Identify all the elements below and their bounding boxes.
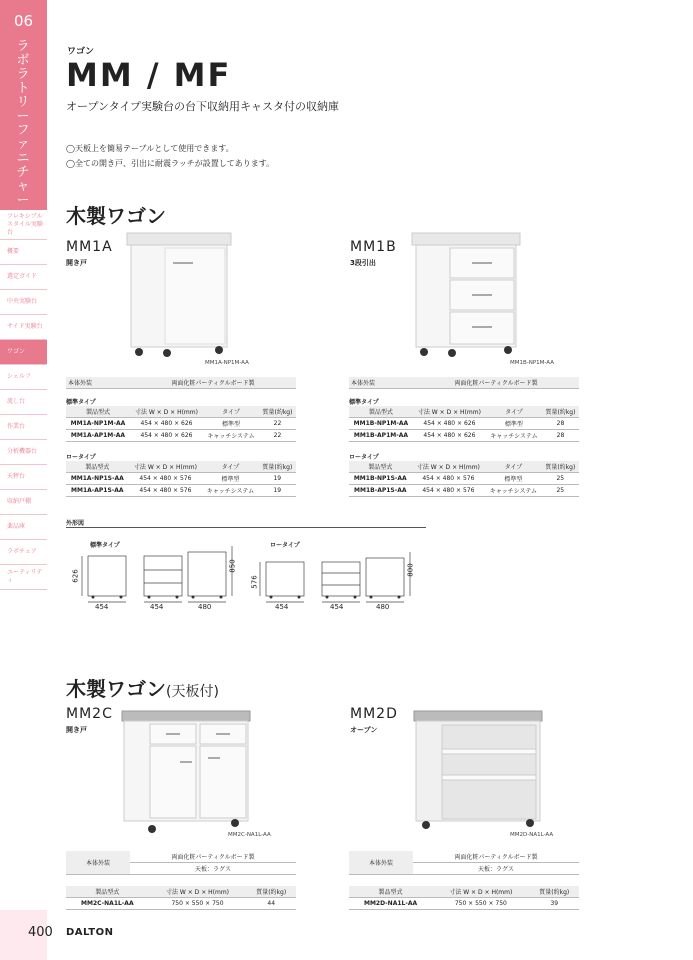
col-dim: 寸法 W × D × H(mm): [130, 406, 203, 418]
sidebar-item[interactable]: 作業台: [0, 415, 47, 440]
mm1a-body-table: [66, 377, 296, 389]
table-row: [66, 473, 296, 485]
body-value: 両面化粧パーティクルボード製: [413, 851, 579, 863]
outline-standard-label: 標準タイプ: [90, 542, 120, 549]
mm1b-low-heading: ロータイプ: [349, 454, 379, 461]
col-weight: 質量(約kg): [259, 406, 296, 418]
cell: 22: [259, 430, 296, 442]
mm2d-body-table: [349, 851, 579, 875]
dim-h850: 850: [228, 559, 237, 573]
mm2c-body-table: [66, 851, 296, 875]
section2-title-main: 木製ワゴン: [66, 677, 166, 701]
mm1b-caption: MM1B-NP1M-AA: [510, 360, 554, 366]
col-model: 製品型式: [349, 886, 432, 898]
dim-d480: 480: [376, 603, 390, 611]
cell: 28: [542, 430, 579, 442]
sidebar-item[interactable]: ユーティリティ: [0, 565, 47, 590]
col-dim: 寸法 W × D × H(mm): [413, 406, 486, 418]
mm1a-caption: MM1A-NP1M-AA: [205, 360, 249, 366]
table-row: [349, 473, 579, 485]
mm2c-sub: 開き戸: [66, 726, 87, 734]
sidebar-item[interactable]: 中央実験台: [0, 290, 47, 315]
mm1b-low-table: [349, 461, 579, 497]
cell: MM1A-NP1S-AA: [66, 473, 129, 485]
outline-rule: [66, 527, 426, 528]
cell: 454 × 480 × 626: [130, 430, 203, 442]
section2-title-suffix: (天板付): [166, 684, 219, 700]
cell: 454 × 480 × 626: [413, 418, 486, 430]
brand-logo: DALTON: [66, 927, 114, 938]
cell: キャッチシステム: [485, 485, 541, 497]
body-label: 本体外装: [66, 851, 130, 875]
cell: 44: [246, 898, 296, 910]
cell: 28: [542, 418, 579, 430]
category-label: ワゴン: [67, 47, 95, 57]
table-row: [349, 485, 579, 497]
dim-w454: 454: [95, 603, 109, 611]
page-title: MM / MF: [66, 56, 232, 94]
table-row: [349, 898, 579, 910]
body-label: 本体外装: [349, 851, 413, 875]
cell: 454 × 480 × 576: [129, 485, 203, 497]
section1-title: 木製ワゴン: [66, 204, 166, 228]
dim-w454: 454: [150, 603, 164, 611]
cell: MM2D-NA1L-AA: [349, 898, 432, 910]
body-label: 本体外装: [349, 377, 413, 389]
cell: MM1A-AP1S-AA: [66, 485, 129, 497]
mm1a-standard-table: [66, 406, 296, 442]
sidebar-item[interactable]: 収納戸棚: [0, 490, 47, 515]
sidebar-item-active[interactable]: ワゴン: [0, 340, 47, 365]
col-weight: 質量(約kg): [246, 886, 296, 898]
table-row: [66, 418, 296, 430]
sidebar-item[interactable]: 流し台: [0, 390, 47, 415]
dim-w454: 454: [330, 603, 344, 611]
cell: 19: [259, 473, 296, 485]
sidebar-nav: [0, 210, 47, 590]
col-weight: 質量(約kg): [530, 886, 579, 898]
table-row: [66, 898, 296, 910]
cell: 標準型: [485, 473, 541, 485]
section2-title: [66, 673, 219, 702]
chapter-title: ラボラトリーファニチャー: [16, 39, 30, 208]
cell: MM1A-AP1M-AA: [66, 430, 130, 442]
col-model: 製品型式: [349, 461, 412, 473]
mm1b-image: [410, 228, 525, 363]
table-row: [349, 418, 579, 430]
cell: MM1B-AP1M-AA: [349, 430, 413, 442]
col-model: 製品型式: [66, 461, 129, 473]
mm1a-standard-heading: 標準タイプ: [66, 399, 96, 406]
outline-heading: 外形図: [66, 520, 85, 527]
sidebar-item[interactable]: 薬品庫: [0, 515, 47, 540]
mm2d-model: MM2D: [350, 706, 398, 722]
mm2c-model: MM2C: [66, 706, 113, 722]
page-subtitle: オープンタイプ実験台の台下収納用キャスタ付の収納庫: [66, 100, 340, 113]
cell: 25: [542, 473, 579, 485]
note-1: ◯天板上を簡易テーブルとして使用できます。: [66, 144, 234, 153]
col-weight: 質量(約kg): [259, 461, 296, 473]
body-value: 天板：ラグス: [130, 863, 296, 875]
mm1a-low-heading: ロータイプ: [66, 454, 96, 461]
dim-d480: 480: [198, 603, 212, 611]
cell: 標準型: [203, 418, 259, 430]
cell: 454 × 480 × 576: [412, 473, 486, 485]
body-value: 両面化粧パーティクルボード製: [130, 851, 296, 863]
sidebar-item[interactable]: ラボチェア: [0, 540, 47, 565]
col-type: タイプ: [203, 406, 259, 418]
col-weight: 質量(約kg): [542, 461, 579, 473]
note-2: ◯全ての開き戸、引出に耐震ラッチが設置してあります。: [66, 159, 275, 168]
cell: MM1A-NP1M-AA: [66, 418, 130, 430]
cell: 454 × 480 × 626: [130, 418, 203, 430]
mm2d-spec-table: [349, 886, 579, 910]
sidebar-item[interactable]: 天秤台: [0, 465, 47, 490]
cell: 750 × 550 × 750: [149, 898, 247, 910]
mm2c-caption: MM2C-NA1L-AA: [228, 832, 271, 838]
cell: 454 × 480 × 626: [413, 430, 486, 442]
col-model: 製品型式: [349, 406, 413, 418]
cell: 25: [542, 485, 579, 497]
cell: キャッチシステム: [203, 430, 259, 442]
mm1a-sub: 開き戸: [66, 259, 87, 267]
dim-h626: 626: [71, 569, 80, 583]
mm1b-standard-table: [349, 406, 579, 442]
dim-w454: 454: [275, 603, 289, 611]
mm2c-spec-table: [66, 886, 296, 910]
cell: MM1B-NP1M-AA: [349, 418, 413, 430]
mm1a-model: MM1A: [66, 239, 113, 255]
col-dim: 寸法 W × D × H(mm): [149, 886, 247, 898]
cell: キャッチシステム: [202, 485, 258, 497]
sidebar-item[interactable]: フレキシブルスタイル実験台: [0, 210, 47, 240]
cell: 22: [259, 418, 296, 430]
body-value: 天板：ラグス: [413, 863, 579, 875]
col-model: 製品型式: [66, 886, 149, 898]
table-row: [66, 430, 296, 442]
cell: 標準型: [486, 418, 542, 430]
chapter-number: 06: [13, 12, 34, 30]
mm1a-low-table: [66, 461, 296, 497]
body-label: 本体外装: [66, 377, 130, 389]
table-row: [349, 430, 579, 442]
cell: MM1B-NP1S-AA: [349, 473, 412, 485]
cell: 19: [259, 485, 296, 497]
col-dim: 寸法 W × D × H(mm): [412, 461, 486, 473]
col-type: タイプ: [486, 406, 542, 418]
body-value: 両面化粧パーティクルボード製: [413, 377, 579, 389]
cell: キャッチシステム: [486, 430, 542, 442]
cell: 454 × 480 × 576: [412, 485, 486, 497]
sidebar-item[interactable]: 概要: [0, 240, 47, 265]
col-dim: 寸法 W × D × H(mm): [432, 886, 529, 898]
mm2d-image: [412, 705, 547, 840]
col-type: タイプ: [202, 461, 258, 473]
body-value: 両面化粧パーティクルボード製: [130, 377, 296, 389]
outline-low-label: ロータイプ: [270, 542, 300, 549]
col-model: 製品型式: [66, 406, 130, 418]
mm1a-image: [125, 228, 235, 363]
dim-h800: 800: [406, 563, 415, 577]
mm2d-sub: オープン: [350, 726, 378, 734]
chapter-tab: [0, 0, 47, 210]
cell: 750 × 550 × 750: [432, 898, 529, 910]
mm1b-body-table: [349, 377, 579, 389]
cell: 標準型: [202, 473, 258, 485]
cell: 454 × 480 × 576: [129, 473, 203, 485]
col-dim: 寸法 W × D × H(mm): [129, 461, 203, 473]
col-type: タイプ: [485, 461, 541, 473]
cell: 39: [530, 898, 579, 910]
sidebar-item[interactable]: 分析機器台: [0, 440, 47, 465]
sidebar-item[interactable]: シェルフ: [0, 365, 47, 390]
table-row: [66, 485, 296, 497]
mm2d-caption: MM2D-NA1L-AA: [510, 832, 554, 838]
mm1b-standard-heading: 標準タイプ: [349, 399, 379, 406]
mm1b-model: MM1B: [350, 239, 397, 255]
sidebar: [0, 0, 47, 960]
mm1b-sub: 3段引出: [350, 259, 376, 267]
cell: MM1B-AP1S-AA: [349, 485, 412, 497]
col-weight: 質量(約kg): [542, 406, 579, 418]
dim-h576: 576: [250, 575, 259, 589]
sidebar-item[interactable]: サイド実験台: [0, 315, 47, 340]
cell: MM2C-NA1L-AA: [66, 898, 149, 910]
mm2c-image: [120, 705, 255, 840]
page-number: 400: [28, 925, 53, 940]
sidebar-item[interactable]: 選定ガイド: [0, 265, 47, 290]
